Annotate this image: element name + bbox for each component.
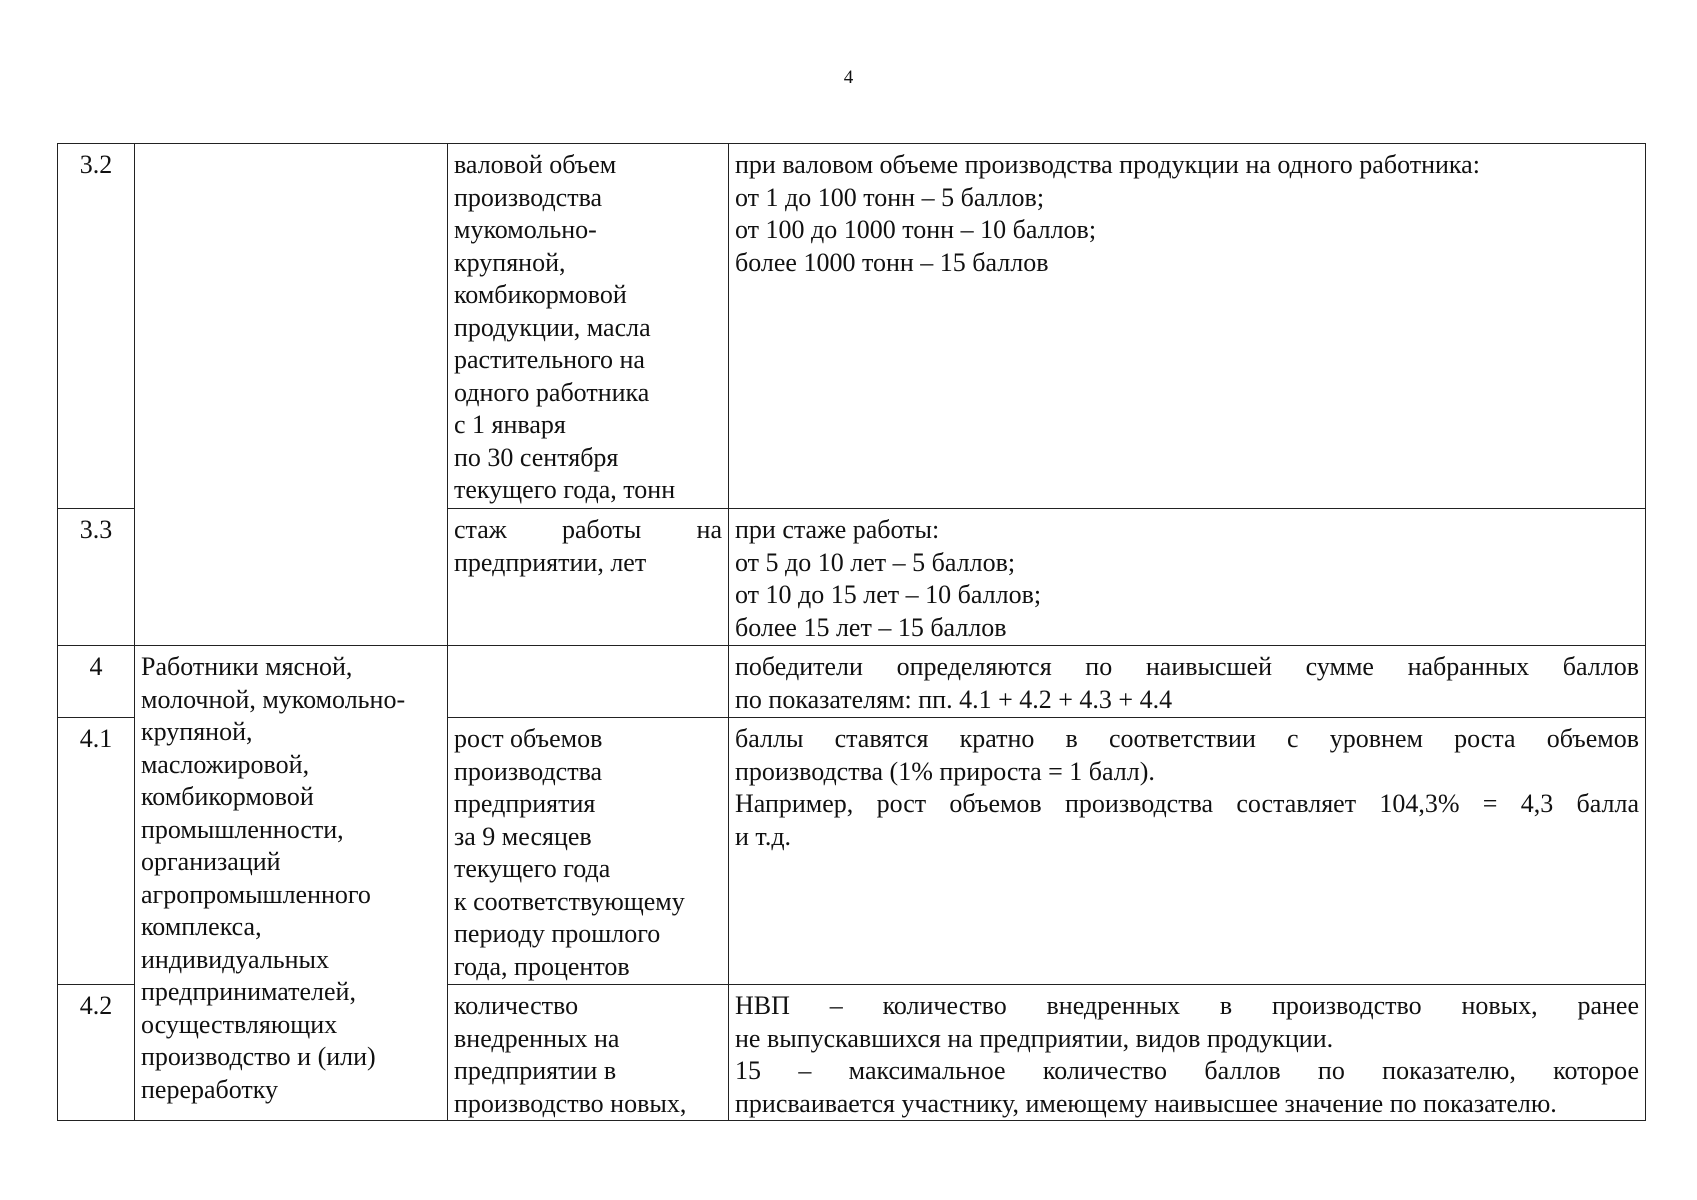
category-line: крупяной,: [141, 717, 253, 746]
indicator-line: комбикормовой: [454, 280, 627, 309]
category-line: комбикормовой: [141, 782, 314, 811]
scoring-line: Например, рост объемов производства составляет 104,3% = 4,3 балла: [735, 789, 1639, 818]
category-line: агропромышленного: [141, 879, 371, 909]
indicator-cell: [448, 509, 729, 646]
scoring-line: присваивается участнику, имеющему наивысшее значение по показателю.: [735, 1088, 1557, 1118]
page-number: 4: [843, 67, 854, 88]
table-row-4: [58, 646, 1646, 718]
indicator-line: текущего года, тонн: [454, 475, 676, 504]
row-number-cell: [58, 509, 135, 646]
category-line: промышленности,: [141, 814, 344, 844]
scoring-line: НВП – количество внедренных в производство новых, ранее: [735, 991, 1639, 1020]
category-line: комплекса,: [141, 912, 262, 941]
scoring-line: от 5 до 10 лет – 5 баллов;: [735, 547, 1016, 577]
indicator-line: количество: [454, 991, 579, 1020]
indicator-line: крупяной,: [454, 247, 566, 277]
indicator-line: предприятия: [454, 789, 596, 818]
indicator-line: стаж работы на: [454, 515, 722, 544]
indicator-line: предприятии в: [454, 1056, 617, 1085]
scoring-line: не выпускавшихся на предприятии, видов продукции.: [735, 1023, 1334, 1053]
row-number-cell: [58, 144, 135, 509]
scoring-line: и т.д.: [735, 821, 792, 851]
scoring-line: по показателям: пп. 4.1 + 4.2 + 4.3 + 4.4: [735, 684, 1173, 714]
row-number-cell: [58, 985, 135, 1121]
scoring-line: победители определяются по наивысшей сумме набранных баллов: [735, 652, 1639, 681]
category-cell: [135, 646, 448, 1121]
indicator-line: периоду прошлого: [454, 919, 661, 948]
category-line: молочной, мукомольно-: [141, 684, 406, 714]
indicator-line: рост объемов: [454, 724, 603, 753]
indicator-line: одного работника: [454, 377, 650, 407]
indicator-line: продукции, масла: [454, 312, 651, 342]
indicator-line: производство новых,: [454, 1088, 687, 1118]
indicator-line: внедренных на: [454, 1023, 620, 1053]
row-number-cell: [58, 718, 135, 985]
indicator-cell: [448, 985, 729, 1121]
scoring-line: 15 – максимальное количество баллов по показателю, которое: [735, 1056, 1639, 1085]
category-line: индивидуальных: [141, 944, 330, 974]
row-number: 3.3: [79, 515, 113, 544]
indicator-line: производства: [454, 182, 603, 212]
category-line: переработку: [141, 1074, 279, 1104]
scoring-line: более 1000 тонн – 15 баллов: [735, 247, 1049, 277]
scoring-line: более 15 лет – 15 баллов: [735, 612, 1007, 642]
scoring-cell: [729, 646, 1646, 718]
scoring-line: от 1 до 100 тонн – 5 баллов;: [735, 182, 1045, 212]
indicator-line: валовой объем: [454, 150, 617, 179]
row-number-cell: [58, 646, 135, 718]
category-line: производство и (или): [141, 1042, 376, 1071]
category-line: масложировой,: [141, 749, 310, 779]
scoring-cell: [729, 718, 1646, 985]
row-number: 4.1: [79, 724, 113, 753]
scoring-cell: [729, 144, 1646, 509]
row-number: 4: [89, 652, 103, 681]
scoring-cell: [729, 509, 1646, 646]
criteria-table: [57, 143, 1646, 1121]
row-number: 4.2: [79, 991, 113, 1020]
indicator-cell-empty: [448, 646, 729, 718]
scoring-line: производства (1% прироста = 1 балл).: [735, 756, 1155, 786]
scoring-line: баллы ставятся кратно в соответствии с уровнем роста объемов: [735, 724, 1639, 753]
indicator-line: производства: [454, 756, 603, 786]
scoring-cell: [729, 985, 1646, 1121]
indicator-line: мукомольно-: [454, 215, 597, 244]
indicator-line: за 9 месяцев: [454, 821, 592, 851]
category-line: Работники мясной,: [141, 652, 353, 681]
row-number: 3.2: [79, 150, 113, 179]
indicator-line: предприятии, лет: [454, 547, 647, 577]
scoring-line: от 100 до 1000 тонн – 10 баллов;: [735, 215, 1097, 244]
table-row-3-2: [58, 144, 1646, 509]
indicator-cell: [448, 144, 729, 509]
scoring-line: при валовом объеме производства продукции на одного работника:: [735, 150, 1480, 179]
category-cell-empty: [135, 144, 448, 646]
indicator-line: по 30 сентября: [454, 442, 619, 472]
category-line: предпринимателей,: [141, 977, 356, 1006]
category-line: осуществляющих: [141, 1009, 338, 1039]
scoring-line: от 10 до 15 лет – 10 баллов;: [735, 580, 1042, 609]
scoring-line: при стаже работы:: [735, 515, 940, 544]
category-line: организаций: [141, 847, 281, 876]
indicator-line: года, процентов: [454, 951, 630, 981]
indicator-line: растительного на: [454, 345, 645, 374]
indicator-line: к соответствующему: [454, 886, 685, 916]
indicator-line: с 1 января: [454, 410, 566, 439]
indicator-cell: [448, 718, 729, 985]
indicator-line: текущего года: [454, 854, 611, 883]
